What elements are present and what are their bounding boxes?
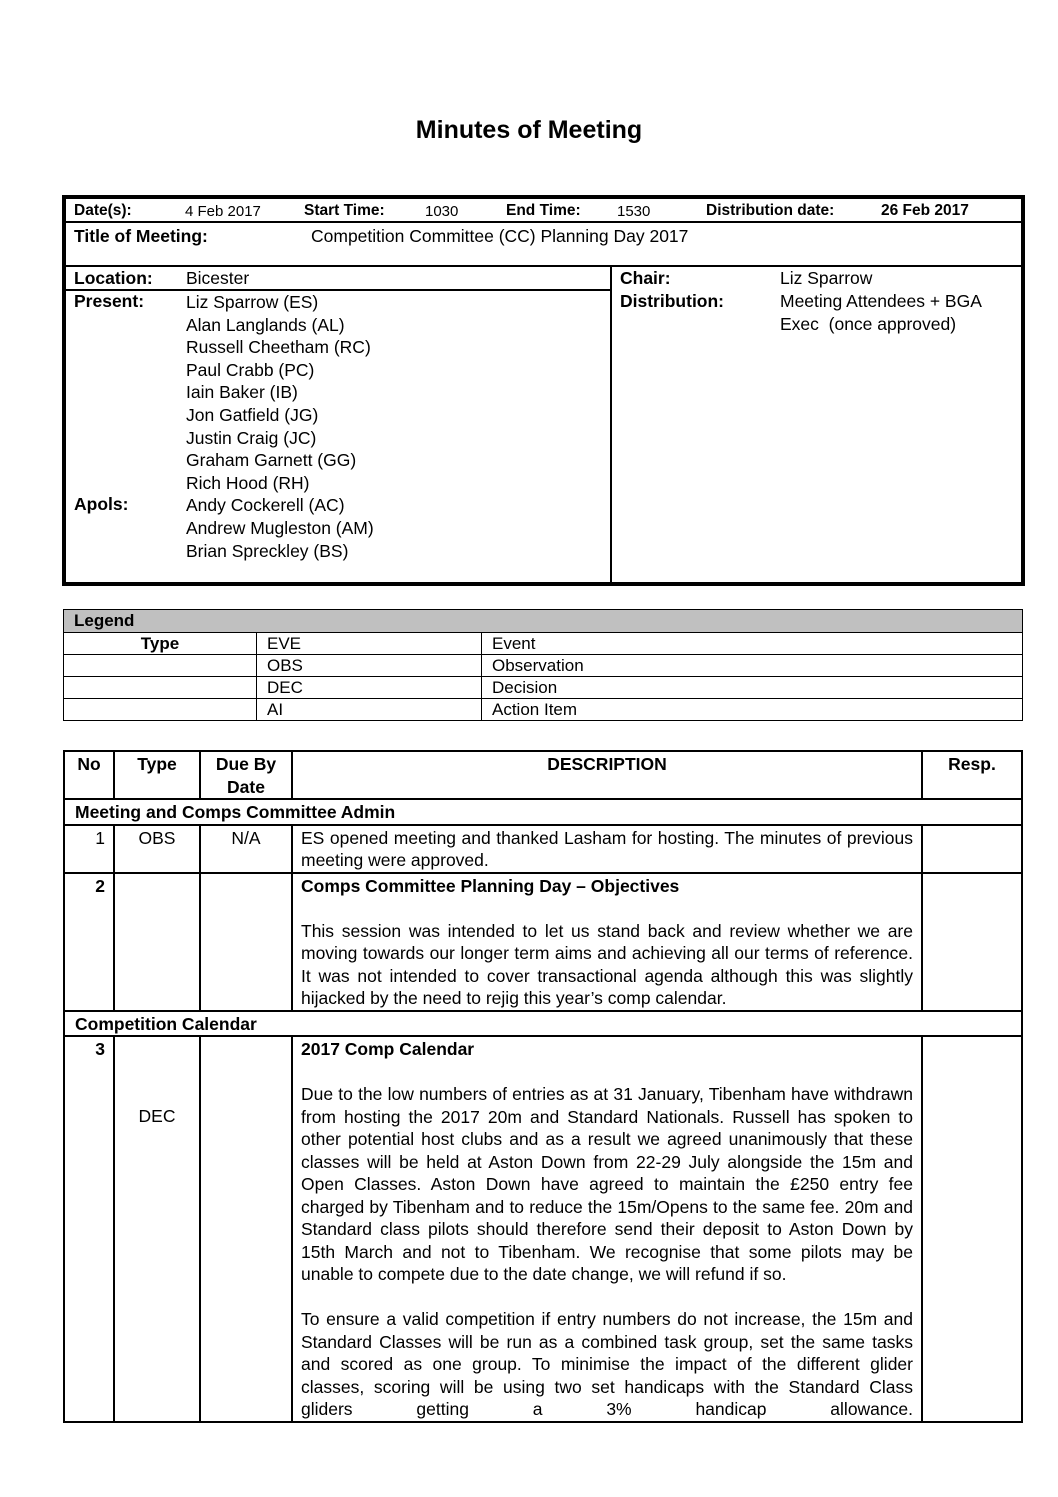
col-header-description: DESCRIPTION	[292, 751, 922, 799]
distribution-value-line1: Meeting Attendees + BGA	[780, 291, 982, 311]
meeting-title-label: Title of Meeting:	[74, 226, 208, 246]
description-heading: Comps Committee Planning Day – Objectives	[301, 875, 680, 896]
section-title: Meeting and Comps Committee Admin	[64, 799, 1022, 825]
table-row	[64, 873, 1022, 1011]
dates-label: Date(s):	[74, 202, 132, 219]
end-time-label: End Time:	[506, 202, 581, 219]
description-paragraph: This session was intended to let us stand back and review whether we are moving towards our longer term aims and achieving all our terms of reference. It was not intended to cover transactional agenda although this was slightly hijacked by the need to rejig this year’s comp calendar.	[301, 920, 913, 1008]
legend-title: Legend	[64, 610, 1023, 633]
description-paragraph: Due to the low numbers of entries as at 31 January, Tibenham have withdrawn from hosting the 2017 20m and Standard Nationals. Russell has spoken to other potential host clubs and as a result we agreed unanimously that these classes will be held at Aston Down from 22-29 July alongside the 15m and Open Classes. Aston Down have agreed to maintain the £250 entry fee charged by Tibenham and to reduce the 15m/Opens to the same fee. 20m and Standard class pilots should therefore send their deposit to Aston Down by 15th March and not to Tibenham. We recognise that some pilots may be unable to compete due to the date change, we will refund if so.	[301, 1084, 913, 1284]
apology: Andrew Mugleston (AM)	[186, 517, 374, 538]
section-title: Competition Calendar	[64, 1011, 1022, 1037]
legend-row	[64, 633, 1023, 655]
distribution-date-value: 26 Feb 2017	[881, 202, 969, 219]
page-title: Minutes of Meeting	[415, 116, 643, 144]
present-list	[186, 291, 374, 562]
apology: Brian Spreckley (BS)	[186, 540, 349, 561]
meeting-title-value: Competition Committee (CC) Planning Day 2017	[311, 226, 689, 246]
item-type: DEC	[114, 1036, 200, 1422]
apols-label: Apols:	[74, 494, 129, 514]
item-type	[114, 873, 200, 1011]
legend-meaning: Event	[482, 633, 1023, 655]
attendee: Justin Craig (JC)	[186, 427, 317, 448]
section-row	[64, 1011, 1022, 1037]
col-header-due-line2: Date	[227, 776, 265, 797]
col-header-due-line1: Due By	[215, 754, 277, 774]
description-heading: 2017 Comp Calendar	[301, 1039, 475, 1059]
legend-row	[64, 699, 1023, 721]
legend-type-label: Type	[64, 633, 257, 655]
present-label: Present:	[74, 291, 145, 311]
item-no: 1	[64, 825, 114, 873]
attendee: Paul Crabb (PC)	[186, 359, 315, 380]
attendee: Jon Gatfield (JG)	[186, 404, 319, 425]
attendee: Graham Garnett (GG)	[186, 450, 357, 471]
chair-value: Liz Sparrow	[780, 268, 873, 288]
legend-meaning: Observation	[482, 655, 1023, 677]
chair-label: Chair:	[620, 268, 671, 288]
legend-code: AI	[257, 699, 482, 721]
item-description	[292, 825, 922, 873]
item-description	[292, 873, 922, 1011]
description-paragraph: ES opened meeting and thanked Lasham for hosting. The minutes of previous meeting were approved.	[301, 827, 913, 870]
description-paragraph: To ensure a valid competition if entry numbers do not increase, the 15m and Standard Classes will be run as a combined task group, set the same tasks and scored as one group. To minimise the impact of the different glider classes, scoring will be using two set handicaps with the Standard Class gliders getting a 3% handicap allowance.	[301, 1309, 913, 1419]
legend-code: DEC	[257, 677, 482, 699]
start-time-value: 1030	[425, 203, 459, 220]
end-time-value: 1530	[617, 203, 651, 220]
legend-empty-cell	[64, 655, 257, 677]
item-resp	[922, 1036, 1022, 1422]
meeting-header-box	[62, 195, 1025, 586]
minutes-table	[63, 750, 1023, 1423]
location-value: Bicester	[186, 268, 250, 288]
start-time-label: Start Time:	[304, 202, 385, 219]
attendee: Russell Cheetham (RC)	[186, 337, 371, 358]
dates-value: 4 Feb 2017	[185, 203, 261, 220]
distribution-value-line2: Exec (once approved)	[780, 314, 957, 334]
attendee: Alan Langlands (AL)	[186, 314, 345, 335]
item-due	[200, 1036, 292, 1422]
item-resp	[922, 825, 1022, 873]
legend-code: OBS	[257, 655, 482, 677]
col-header-due	[200, 751, 292, 799]
legend-meaning: Decision	[482, 677, 1023, 699]
legend-row	[64, 655, 1023, 677]
item-due: N/A	[200, 825, 292, 873]
col-header-resp: Resp.	[922, 751, 1022, 799]
item-resp	[922, 873, 1022, 1011]
attendee: Rich Hood (RH)	[186, 472, 310, 493]
legend-code: EVE	[257, 633, 482, 655]
item-due	[200, 873, 292, 1011]
attendee: Iain Baker (IB)	[186, 382, 298, 403]
col-header-no: No	[64, 751, 114, 799]
distribution-date-label: Distribution date:	[706, 202, 835, 219]
meeting-title-row	[66, 223, 1021, 267]
meeting-times-row	[66, 199, 1021, 223]
legend-empty-cell	[64, 699, 257, 721]
item-description	[292, 1036, 922, 1422]
legend-table	[63, 609, 1023, 721]
table-row	[64, 1036, 1022, 1422]
table-header-row	[64, 751, 1022, 799]
legend-empty-cell	[64, 677, 257, 699]
attendee: Liz Sparrow (ES)	[186, 292, 319, 312]
item-no: 2	[64, 873, 114, 1011]
location-label: Location:	[74, 268, 153, 288]
item-no: 3	[64, 1036, 114, 1422]
col-header-type: Type	[114, 751, 200, 799]
apology: Andy Cockerell (AC)	[186, 495, 345, 516]
legend-meaning: Action Item	[482, 699, 1023, 721]
distribution-label: Distribution:	[620, 291, 725, 311]
item-type: OBS	[114, 825, 200, 873]
legend-row	[64, 677, 1023, 699]
table-row	[64, 825, 1022, 873]
section-row	[64, 799, 1022, 825]
attendance-section	[66, 267, 1021, 582]
column-divider	[610, 267, 612, 582]
